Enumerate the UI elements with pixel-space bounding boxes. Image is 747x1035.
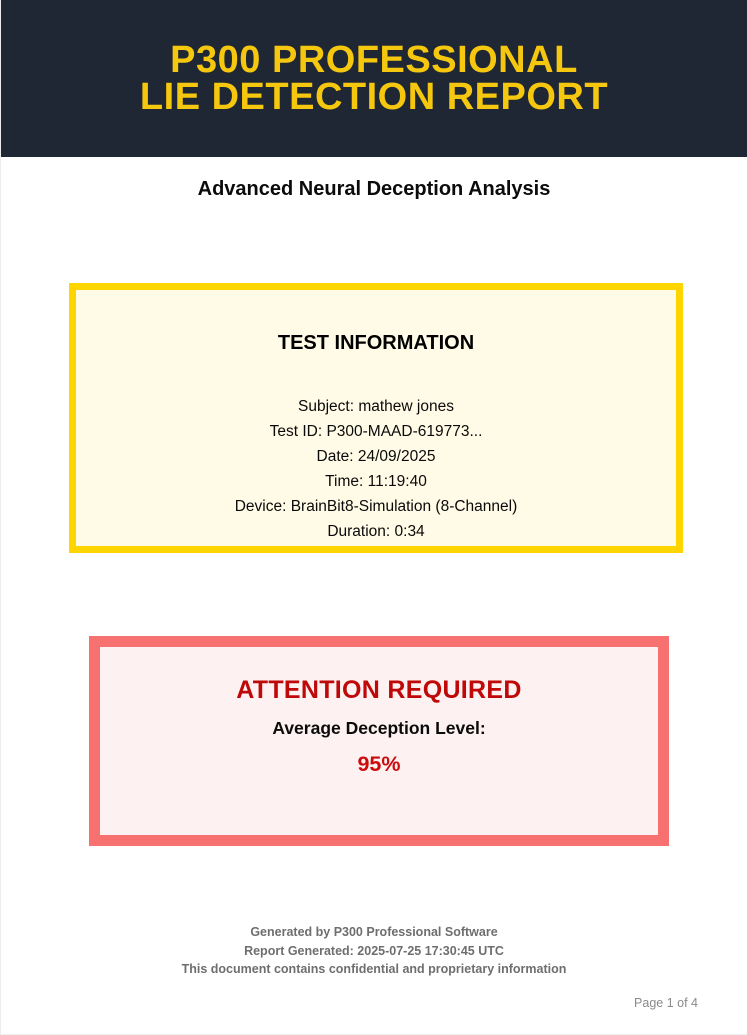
deception-level-label: Average Deception Level: <box>272 718 486 738</box>
report-title <box>139 38 609 118</box>
report-title-line-1: P300 PROFESSIONAL <box>170 38 578 81</box>
deception-level-value: 95% <box>357 752 401 776</box>
footer-line-confidential: This document contains confidential and proprietary information <box>181 962 567 977</box>
test-info-row-time: Time: 11:19:40 <box>325 473 427 490</box>
report-title-line-2: LIE DETECTION REPORT <box>139 75 609 118</box>
footer-line-generated-by: Generated by P300 Professional Software <box>250 925 498 939</box>
attention-box <box>89 636 669 846</box>
test-info-row-test-id: Test ID: P300-MAAD-619773... <box>269 423 483 440</box>
test-info-row-device: Device: BrainBit8-Simulation (8-Channel) <box>234 498 518 515</box>
footer-line-report-generated: Report Generated: 2025-07-25 17:30:45 UTC <box>244 943 504 958</box>
report-subtitle: Advanced Neural Deception Analysis <box>197 178 551 200</box>
test-info-box <box>69 283 683 553</box>
test-info-row-subject: Subject: mathew jones <box>298 398 454 415</box>
report-footer <box>1 923 747 979</box>
report-header <box>1 0 747 157</box>
attention-title: ATTENTION REQUIRED <box>236 676 522 704</box>
test-info-title: TEST INFORMATION <box>277 332 475 354</box>
page-indicator: Page 1 of 4 <box>634 996 698 1010</box>
test-info-row-duration: Duration: 0:34 <box>327 523 425 540</box>
test-info-row-date: Date: 24/09/2025 <box>316 448 436 465</box>
